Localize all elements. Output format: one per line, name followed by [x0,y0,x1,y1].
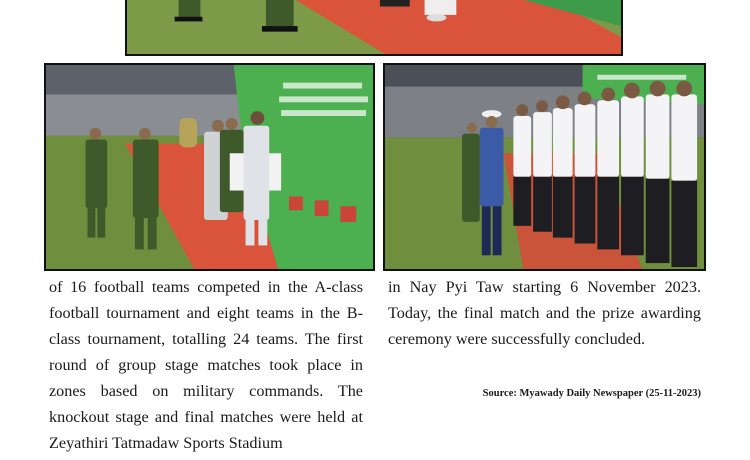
article-column-right [388,274,701,352]
article-paragraph-continued: of 16 football teams competed in the A-class football tournament and eight teams in the B-class tournament, totalling 24 teams. The first round of group stage matches took place in zones based on military commands. The knockout stage and final matches were held at Zeyathiri Tatmadaw Sports Stadium [49,278,363,452]
source-credit: Source: Myawady Daily Newspaper (25-11-2023) [482,388,701,399]
article-paragraph-conclusion: in Nay Pyi Taw starting 6 November 2023. Today, the final match and the prize awarding ceremony were successfully concluded. [388,278,701,348]
photo-top-ceremony [125,0,623,56]
photo-player-lineup [383,63,706,271]
photo-trophy-presentation [44,63,375,271]
article-column-left [49,274,363,456]
